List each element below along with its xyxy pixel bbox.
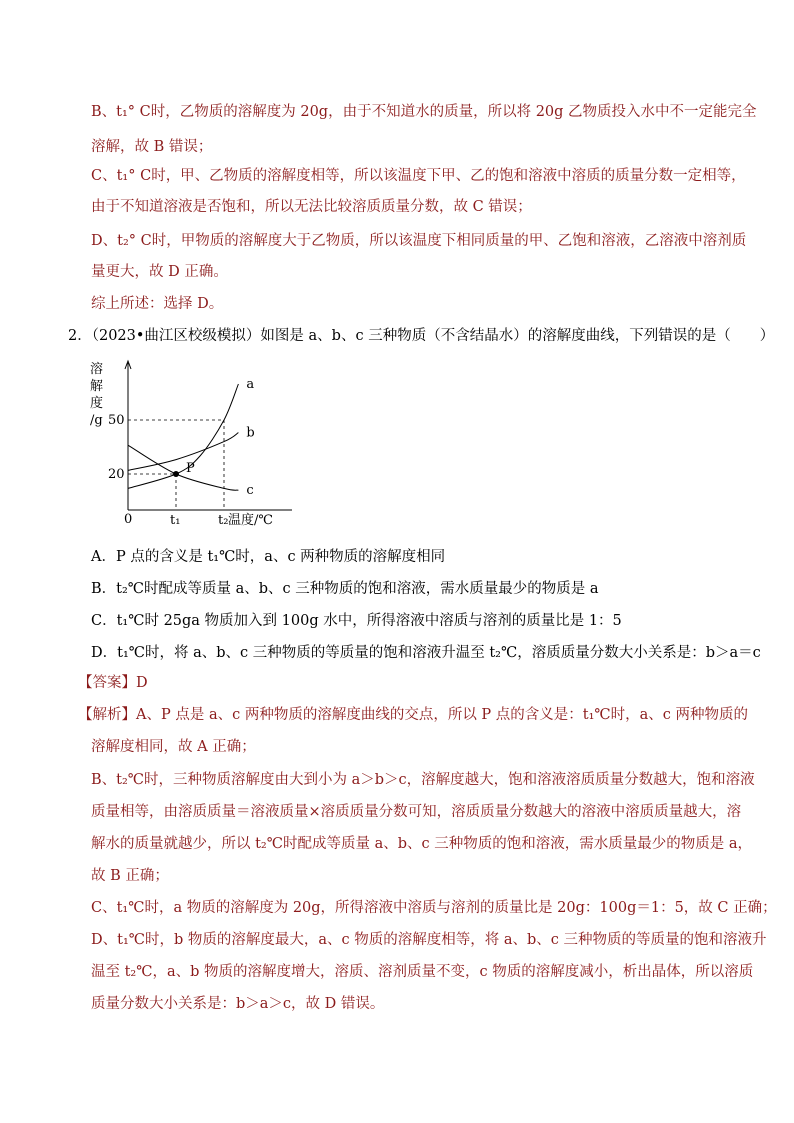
prev-answer-c-line2: 由于不知道溶液是否饱和，所以无法比较溶质质量分数，故 C 错误； bbox=[91, 199, 532, 215]
answer-value: D bbox=[136, 675, 148, 691]
answer-line bbox=[78, 673, 148, 693]
question-stem: 2．（2023•曲江区校级模拟）如图是 a、b、c 三种物质（不含结晶水）的溶解度曲线，下列错误的是（ ） bbox=[68, 328, 775, 344]
solubility-chart bbox=[80, 355, 300, 530]
analysis-b-line1: B、t₂℃时，三种物质溶解度由大到小为 a＞b＞c，溶解度越大，饱和溶液溶质质量分数越大，饱和溶液 bbox=[91, 772, 755, 788]
origin-label: 0 bbox=[124, 512, 133, 527]
answer-label: 【答案】 bbox=[78, 675, 136, 691]
analysis-b-line4: 故 B 正确； bbox=[91, 868, 169, 884]
curve-b bbox=[128, 433, 238, 471]
prev-answer-b-line2: 溶解，故 B 错误； bbox=[91, 139, 213, 155]
y-axis-label-char: 溶 bbox=[90, 362, 104, 377]
analysis-b-line3: 解水的质量就越少，所以 t₂℃时配成等质量 a、b、c 三种物质的饱和溶液，需水质量最少的物质是 a， bbox=[91, 836, 752, 852]
option-a: A．P 点的含义是 t₁℃时，a、c 两种物质的溶解度相同 bbox=[91, 549, 446, 565]
point-p bbox=[173, 471, 179, 477]
analysis-d-line3: 质量分数大小关系是：b＞a＞c，故 D 错误。 bbox=[91, 996, 385, 1012]
analysis-label: 【解析】 bbox=[78, 707, 136, 723]
analysis-b-line2: 质量相等，由溶质质量＝溶液质量×溶质质量分数可知，溶质质量分数越大的溶液中溶质质量越大，溶 bbox=[91, 804, 742, 820]
y-tick-label: 50 bbox=[108, 413, 125, 428]
prev-answer-b-line1: B、t₁° C时，乙物质的溶解度为 20g，由于不知道水的质量，所以将 20g 乙物质投入水中不一定能完全 bbox=[91, 104, 757, 120]
y-axis-label-char: 解 bbox=[90, 379, 104, 394]
analysis-d-line2: 温至 t₂℃，a、b 物质的溶解度增大，溶质、溶剂质量不变，c 物质的溶解度减小，析出晶体，所以溶质 bbox=[91, 964, 754, 980]
analysis-a-line1 bbox=[78, 705, 748, 725]
x-axis-label: 温度/℃ bbox=[228, 513, 273, 528]
x-tick-label: t₁ bbox=[170, 513, 181, 528]
chart-guides bbox=[128, 420, 224, 510]
chart-axes bbox=[125, 361, 292, 510]
series-label-b: b bbox=[246, 425, 255, 441]
y-tick-label: 20 bbox=[108, 467, 125, 482]
series-label-c: c bbox=[246, 483, 254, 499]
y-axis-label-char: 度 bbox=[90, 396, 104, 411]
analysis-a-line2: 溶解度相同，故 A 正确； bbox=[91, 739, 256, 755]
point-p-label: P bbox=[186, 461, 195, 476]
chart-labels bbox=[90, 361, 273, 528]
option-c: C．t₁℃时 25ga 物质加入到 100g 水中，所得溶液中溶质与溶剂的质量比是 1：5 bbox=[91, 613, 622, 629]
curve-a bbox=[128, 384, 238, 488]
series-label-a: a bbox=[246, 377, 255, 392]
prev-answer-d-line1: D、t₂° C时，甲物质的溶解度大于乙物质，所以该温度下相同质量的甲、乙饱和溶液，乙溶液中溶剂质 bbox=[91, 233, 747, 249]
chart-curves bbox=[128, 384, 238, 490]
option-d: D．t₁℃时，将 a、b、c 三种物质的等质量的饱和溶液升温至 t₂℃，溶质质量分数大小关系是：b＞a＝c bbox=[91, 645, 761, 661]
y-axis-label-char: /g bbox=[90, 413, 103, 428]
analysis-c-line1: C、t₁℃时，a 物质的溶解度为 20g，所得溶液中溶质与溶剂的质量比是 20g：100g＝1：5，故 C 正确； bbox=[91, 900, 777, 916]
option-b: B．t₂℃时配成等质量 a、b、c 三种物质的饱和溶液，需水质量最少的物质是 a bbox=[91, 581, 599, 597]
prev-answer-d-line2: 量更大，故 D 正确。 bbox=[91, 264, 228, 280]
analysis-a-text: A、P 点是 a、c 两种物质的溶解度曲线的交点，所以 P 点的含义是：t₁℃时，a、c 两种物质的 bbox=[136, 707, 749, 723]
prev-answer-summary: 综上所述：选择 D。 bbox=[91, 296, 224, 312]
analysis-d-line1: D、t₁℃时，b 物质的溶解度最大，a、c 物质的溶解度相等，将 a、b、c 三种物质的等质量的饱和溶液升 bbox=[91, 932, 767, 948]
prev-answer-c-line1: C、t₁° C时，甲、乙物质的溶解度相等，所以该温度下甲、乙的饱和溶液中溶质的质量分数一定相等， bbox=[91, 168, 746, 184]
x-tick-label: t₂ bbox=[218, 513, 229, 528]
